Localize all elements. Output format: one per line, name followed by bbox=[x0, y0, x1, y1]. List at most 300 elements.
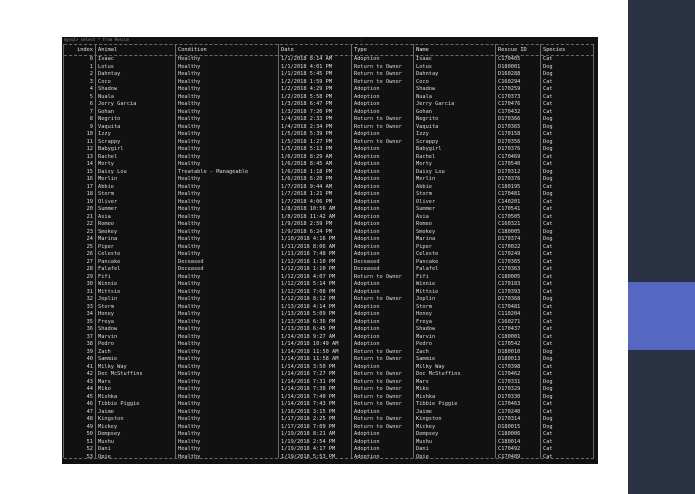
cell-species: Cat bbox=[543, 198, 553, 205]
cell-rescue-id: C180014 bbox=[498, 438, 521, 445]
cell-index: 36 bbox=[86, 326, 93, 332]
cell-name: Honey bbox=[416, 311, 432, 317]
cell-condition: Healthy bbox=[178, 78, 201, 85]
cell-name: Marvin bbox=[416, 333, 436, 340]
cell-species: Cat bbox=[543, 78, 553, 85]
cell-date: 1/14/2018 3:50 PM bbox=[281, 363, 336, 370]
cell-date: 1/19/2018 8:21 AM bbox=[281, 431, 336, 437]
table-row bbox=[64, 394, 594, 402]
cell-index: 21 bbox=[86, 213, 93, 220]
cell-animal: Negrito bbox=[98, 116, 121, 122]
column-header-rescue-id: Rescue ID bbox=[498, 47, 527, 54]
cell-animal: Scrappy bbox=[98, 138, 121, 145]
cell-rescue-id: D180001 bbox=[498, 63, 521, 70]
cell-date: 1/6/2018 6:20 PM bbox=[281, 176, 333, 182]
cell-name: Winnie bbox=[416, 281, 436, 287]
cell-name: Jerry Garcia bbox=[416, 101, 455, 107]
cell-species: Cat bbox=[543, 318, 553, 325]
cell-name: Daisy Lou bbox=[416, 168, 445, 175]
cell-date: 1/14/2018 11:50 AM bbox=[281, 348, 339, 355]
cell-name: Mickey bbox=[416, 423, 436, 430]
cell-name: Shadow bbox=[416, 326, 436, 332]
cell-animal: Honey bbox=[98, 311, 114, 317]
cell-date: 1/19/2018 4:17 PM bbox=[281, 446, 336, 452]
cell-condition: Healthy bbox=[178, 393, 201, 400]
cell-date: 1/3/2018 6:47 PM bbox=[281, 101, 333, 107]
table-row bbox=[64, 371, 594, 379]
cell-rescue-id: C170365 bbox=[498, 258, 521, 265]
cell-date: 1/17/2018 2:25 PM bbox=[281, 416, 336, 422]
cell-name: Falafel bbox=[416, 266, 439, 272]
table-row bbox=[64, 236, 594, 244]
cell-name: Joplin bbox=[416, 296, 436, 302]
cell-date: 1/4/2018 2:34 PM bbox=[281, 123, 333, 130]
cell-rescue-id: C170158 bbox=[498, 131, 521, 137]
cell-type: Adoption bbox=[354, 131, 380, 137]
cell-name: Babygirl bbox=[416, 146, 442, 152]
cell-type: Return to Owner bbox=[354, 423, 402, 430]
cell-species: Cat bbox=[543, 273, 553, 280]
cell-name: Smokey bbox=[416, 228, 436, 235]
cell-condition: Healthy bbox=[178, 438, 201, 445]
cell-name: Izzy bbox=[416, 131, 429, 137]
cell-type: Return to Owner bbox=[354, 401, 402, 407]
cell-condition: Healthy bbox=[178, 401, 201, 407]
column-header-name: Name bbox=[416, 47, 429, 54]
cell-index: 38 bbox=[86, 341, 93, 347]
cell-index: 28 bbox=[86, 266, 93, 272]
cell-date: 1/5/2018 1:27 PM bbox=[281, 138, 333, 145]
slide-side-panel bbox=[628, 0, 695, 494]
table-row bbox=[64, 184, 594, 192]
cell-index: 7 bbox=[89, 108, 93, 115]
cell-rescue-id: D170365 bbox=[498, 123, 521, 130]
cell-animal: Mushu bbox=[98, 438, 114, 445]
cell-name: Freya bbox=[416, 318, 432, 325]
cell-name: Romeo bbox=[416, 221, 432, 227]
cell-rescue-id: C170505 bbox=[498, 213, 521, 220]
cell-rescue-id: D180010 bbox=[498, 348, 521, 355]
table-row bbox=[64, 259, 594, 267]
table-row bbox=[64, 401, 594, 409]
cell-rescue-id: C170393 bbox=[498, 288, 521, 295]
cell-species: Dog bbox=[543, 423, 553, 430]
cell-condition: Healthy bbox=[178, 423, 201, 430]
table-row bbox=[64, 424, 594, 432]
cell-animal: Dani bbox=[98, 446, 111, 452]
cell-date: 1/14/2018 10:49 AM bbox=[281, 341, 339, 347]
table-row bbox=[64, 86, 594, 94]
cell-condition: Healthy bbox=[178, 213, 201, 220]
table-row bbox=[64, 206, 594, 214]
cell-date: 1/9/2018 2:59 PM bbox=[281, 221, 333, 227]
cell-animal: Opie bbox=[98, 453, 111, 460]
cell-type: Adoption bbox=[354, 281, 380, 287]
cell-rescue-id: C170469 bbox=[498, 153, 521, 160]
table-row bbox=[64, 199, 594, 207]
cell-type: Return to Owner bbox=[354, 116, 402, 122]
cell-condition: Healthy bbox=[178, 101, 201, 107]
cell-condition: Healthy bbox=[178, 161, 201, 167]
table-row bbox=[64, 454, 594, 462]
cell-condition: Healthy bbox=[178, 408, 201, 415]
cell-condition: Healthy bbox=[178, 281, 201, 287]
cell-index: 9 bbox=[89, 123, 93, 130]
cell-condition: Healthy bbox=[178, 183, 201, 190]
cell-name: Fifi bbox=[416, 273, 429, 280]
cell-date: 1/13/2018 6:45 PM bbox=[281, 326, 336, 332]
cell-species: Dog bbox=[543, 296, 553, 302]
cell-species: Dog bbox=[543, 191, 553, 197]
cell-index: 50 bbox=[86, 431, 93, 437]
cell-species: Cat bbox=[543, 303, 553, 310]
cell-rescue-id: C170489 bbox=[498, 453, 521, 460]
table-row bbox=[64, 79, 594, 87]
cell-animal: Zach bbox=[98, 348, 111, 355]
cell-species: Cat bbox=[543, 258, 553, 265]
cell-index: 1 bbox=[89, 63, 93, 70]
cell-condition: Healthy bbox=[178, 371, 201, 377]
cell-species: Cat bbox=[543, 326, 553, 332]
cell-date: 1/1/2018 5:45 PM bbox=[281, 71, 333, 77]
table-row bbox=[64, 56, 594, 64]
table-row bbox=[64, 221, 594, 229]
cell-condition: Healthy bbox=[178, 348, 201, 355]
cell-rescue-id: C170476 bbox=[498, 101, 521, 107]
cell-condition: Healthy bbox=[178, 198, 201, 205]
cell-type: Adoption bbox=[354, 183, 380, 190]
table-row bbox=[64, 266, 594, 274]
cell-date: 1/5/2018 5:13 PM bbox=[281, 146, 333, 152]
cell-condition: Healthy bbox=[178, 56, 201, 62]
cell-type: Return to Owner bbox=[354, 78, 402, 85]
cell-condition: Healthy bbox=[178, 416, 201, 422]
cell-name: Oliver bbox=[416, 198, 436, 205]
cell-condition: Healthy bbox=[178, 206, 201, 212]
cell-date: 1/6/2018 1:18 PM bbox=[281, 168, 333, 175]
cell-animal: Sammie bbox=[98, 356, 118, 362]
cell-type: Adoption bbox=[354, 108, 380, 115]
table-row bbox=[64, 446, 594, 454]
cell-type: Return to Owner bbox=[354, 138, 402, 145]
cell-species: Cat bbox=[543, 221, 553, 227]
cell-species: Cat bbox=[543, 161, 553, 167]
cell-name: Storm bbox=[416, 191, 432, 197]
cell-date: 1/14/2018 11:58 AM bbox=[281, 356, 339, 362]
cell-date: 1/14/2018 7:27 PM bbox=[281, 371, 336, 377]
cell-animal: Shadow bbox=[98, 86, 118, 92]
cell-rescue-id: C160321 bbox=[498, 221, 521, 227]
cell-type: Return to Owner bbox=[354, 123, 402, 130]
cell-type: Adoption bbox=[354, 153, 380, 160]
cell-type: Return to Owner bbox=[354, 71, 402, 77]
cell-index: 41 bbox=[86, 363, 93, 370]
cell-type: Adoption bbox=[354, 251, 380, 257]
cell-name: Sammie bbox=[416, 356, 436, 362]
cell-animal: Doc McStuffins bbox=[98, 371, 143, 377]
cell-species: Cat bbox=[543, 131, 553, 137]
cell-species: Cat bbox=[543, 401, 553, 407]
cell-rescue-id: C170432 bbox=[498, 108, 521, 115]
cell-species: Dog bbox=[543, 138, 553, 145]
cell-index: 43 bbox=[86, 378, 93, 385]
cell-index: 19 bbox=[86, 198, 93, 205]
cell-condition: Healthy bbox=[178, 93, 201, 100]
cell-index: 42 bbox=[86, 371, 93, 377]
cell-species: Cat bbox=[543, 341, 553, 347]
cell-rescue-id: D170356 bbox=[498, 138, 521, 145]
cell-name: Scrappy bbox=[416, 138, 439, 145]
table-row bbox=[64, 94, 594, 102]
cell-name: Tibbie Piggie bbox=[416, 401, 458, 407]
cell-name: Merlin bbox=[416, 176, 436, 182]
cell-species: Cat bbox=[543, 56, 553, 62]
cell-animal: Storm bbox=[98, 191, 114, 197]
cell-type: Adoption bbox=[354, 363, 380, 370]
table-row bbox=[64, 409, 594, 417]
cell-condition: Healthy bbox=[178, 108, 201, 115]
cell-rescue-id: C180001 bbox=[498, 333, 521, 340]
cell-index: 11 bbox=[86, 138, 93, 145]
cell-condition: Healthy bbox=[178, 131, 201, 137]
cell-index: 39 bbox=[86, 348, 93, 355]
cell-date: 1/5/2018 5:39 PM bbox=[281, 131, 333, 137]
cell-condition: Healthy bbox=[178, 236, 201, 242]
cell-date: 1/12/2018 7:08 PM bbox=[281, 288, 336, 295]
cell-name: Mushu bbox=[416, 438, 432, 445]
cell-type: Return to Owner bbox=[354, 296, 402, 302]
cell-name: Opie bbox=[416, 453, 429, 460]
cell-rescue-id: D170368 bbox=[498, 296, 521, 302]
cell-species: Dog bbox=[543, 71, 553, 77]
cell-index: 46 bbox=[86, 401, 93, 407]
cell-animal: Isaac bbox=[98, 56, 114, 62]
cell-species: Dog bbox=[543, 386, 553, 392]
cell-species: Cat bbox=[543, 431, 553, 437]
cell-animal: Coco bbox=[98, 78, 111, 85]
cell-species: Dog bbox=[543, 123, 553, 130]
cell-animal: Falafel bbox=[98, 266, 121, 272]
cell-condition: Healthy bbox=[178, 318, 201, 325]
cell-name: Celeste bbox=[416, 251, 439, 257]
cell-type: Return to Owner bbox=[354, 273, 402, 280]
cell-rescue-id: C110204 bbox=[498, 311, 521, 317]
cell-condition: Healthy bbox=[178, 176, 201, 182]
cell-species: Cat bbox=[543, 311, 553, 317]
cell-rescue-id: C160294 bbox=[498, 78, 521, 85]
cell-type: Adoption bbox=[354, 213, 380, 220]
cell-index: 23 bbox=[86, 228, 93, 235]
cell-species: Cat bbox=[543, 101, 553, 107]
sql-command-terminator: ; bbox=[360, 37, 363, 42]
cell-animal: Rachel bbox=[98, 153, 118, 160]
table-row bbox=[64, 146, 594, 154]
cell-name: Abbie bbox=[416, 183, 432, 190]
cell-species: Cat bbox=[543, 266, 553, 272]
cell-species: Dog bbox=[543, 63, 553, 70]
cell-rescue-id: C170240 bbox=[498, 408, 521, 415]
table-row bbox=[64, 64, 594, 72]
cell-date: 1/14/2018 7:43 PM bbox=[281, 401, 336, 407]
table-row bbox=[64, 289, 594, 297]
cell-index: 22 bbox=[86, 221, 93, 227]
cell-date: 1/6/2018 8:29 AM bbox=[281, 153, 333, 160]
cell-type: Adoption bbox=[354, 408, 380, 415]
cell-type: Adoption bbox=[354, 431, 380, 437]
cell-animal: Smokey bbox=[98, 228, 118, 235]
cell-name: Gohan bbox=[416, 108, 432, 115]
cell-rescue-id: C180006 bbox=[498, 431, 521, 437]
cell-type: Adoption bbox=[354, 206, 380, 212]
cell-type: Adoption bbox=[354, 446, 380, 452]
cell-animal: Pedro bbox=[98, 341, 114, 347]
cell-index: 14 bbox=[86, 161, 93, 167]
sql-command-line: mysql> select * from Rescue bbox=[64, 37, 130, 42]
cell-type: Return to Owner bbox=[354, 416, 402, 422]
table-row bbox=[64, 364, 594, 372]
cell-index: 3 bbox=[89, 78, 93, 85]
cell-animal: Abbie bbox=[98, 183, 114, 190]
cell-condition: Healthy bbox=[178, 63, 201, 70]
cell-date: 1/10/2018 4:16 PM bbox=[281, 236, 336, 242]
cell-index: 34 bbox=[86, 311, 93, 317]
cell-rescue-id: C170481 bbox=[498, 303, 521, 310]
cell-date: 1/7/2018 9:44 AM bbox=[281, 183, 333, 190]
cell-rescue-id: C170542 bbox=[498, 341, 521, 347]
cell-animal: Summer bbox=[98, 206, 118, 212]
cell-name: Vaquita bbox=[416, 123, 439, 130]
cell-date: 1/2/2018 1:59 PM bbox=[281, 78, 333, 85]
table-row bbox=[64, 176, 594, 184]
cell-date: 1/8/2018 10:56 AM bbox=[281, 206, 336, 212]
cell-rescue-id: D170374 bbox=[498, 236, 521, 242]
cell-rescue-id: C180005 bbox=[498, 228, 521, 235]
column-header-species: Species bbox=[543, 47, 566, 54]
cell-type: Adoption bbox=[354, 438, 380, 445]
cell-name: Dani bbox=[416, 446, 429, 452]
cell-animal: Dempsey bbox=[98, 431, 121, 437]
cell-rescue-id: C180195 bbox=[498, 183, 521, 190]
cell-species: Cat bbox=[543, 243, 553, 250]
cell-animal: Shadow bbox=[98, 326, 118, 332]
cell-condition: Healthy bbox=[178, 123, 201, 130]
cell-rescue-id: D170366 bbox=[498, 116, 521, 122]
table-row bbox=[64, 341, 594, 349]
cell-rescue-id: C170541 bbox=[498, 206, 521, 212]
cell-index: 25 bbox=[86, 243, 93, 250]
cell-type: Adoption bbox=[354, 56, 380, 62]
cell-rescue-id: C170363 bbox=[498, 266, 521, 272]
cell-species: Cat bbox=[543, 408, 553, 415]
cell-condition: Healthy bbox=[178, 386, 201, 392]
cell-type: Adoption bbox=[354, 341, 380, 347]
cell-name: Jaime bbox=[416, 408, 432, 415]
cell-name: Milky Way bbox=[416, 363, 445, 370]
cell-condition: Healthy bbox=[178, 86, 201, 92]
table-row bbox=[64, 101, 594, 109]
cell-species: Dog bbox=[543, 348, 553, 355]
table-header-row bbox=[64, 46, 594, 56]
table-row bbox=[64, 274, 594, 282]
table-row bbox=[64, 431, 594, 439]
cell-species: Cat bbox=[543, 446, 553, 452]
cell-condition: Healthy bbox=[178, 363, 201, 370]
cell-name: Summer bbox=[416, 206, 436, 212]
cell-species: Cat bbox=[543, 371, 553, 377]
cell-name: Mars bbox=[416, 378, 429, 385]
cell-condition: Healthy bbox=[178, 333, 201, 340]
cell-date: 1/4/2018 2:33 PM bbox=[281, 116, 333, 122]
cell-index: 30 bbox=[86, 281, 93, 287]
cell-index: 37 bbox=[86, 333, 93, 340]
cell-animal: Piper bbox=[98, 243, 114, 250]
cell-type: Adoption bbox=[354, 198, 380, 205]
cell-species: Cat bbox=[543, 206, 553, 212]
cell-type: Adoption bbox=[354, 333, 380, 340]
cell-rescue-id: C170331 bbox=[498, 378, 521, 385]
cell-species: Dog bbox=[543, 168, 553, 175]
cell-date: 1/7/2018 1:21 PM bbox=[281, 191, 333, 197]
cell-rescue-id: C170249 bbox=[498, 251, 521, 257]
terminal-window bbox=[62, 37, 598, 464]
cell-species: Cat bbox=[543, 86, 553, 92]
cell-type: Return to Owner bbox=[354, 378, 402, 385]
table-row bbox=[64, 379, 594, 387]
cell-species: Dog bbox=[543, 146, 553, 152]
cell-name: Coco bbox=[416, 78, 429, 85]
cell-animal: Nuala bbox=[98, 93, 114, 100]
table-row bbox=[64, 109, 594, 117]
cell-date: 1/6/2018 8:45 AM bbox=[281, 161, 333, 167]
table-row bbox=[64, 439, 594, 447]
cell-species: Dog bbox=[543, 236, 553, 242]
cell-species: Cat bbox=[543, 183, 553, 190]
cell-index: 49 bbox=[86, 423, 93, 430]
cell-rescue-id: C170183 bbox=[498, 281, 521, 287]
cell-condition: Healthy bbox=[178, 356, 201, 362]
cell-rescue-id: C170405 bbox=[498, 56, 521, 62]
cell-name: Lotus bbox=[416, 63, 432, 70]
cell-index: 32 bbox=[86, 296, 93, 302]
cell-rescue-id: D170376 bbox=[498, 146, 521, 152]
table-row bbox=[64, 244, 594, 252]
cell-condition: Healthy bbox=[178, 116, 201, 122]
cell-rescue-id: C170463 bbox=[498, 401, 521, 407]
cell-type: Adoption bbox=[354, 243, 380, 250]
cell-species: Dog bbox=[543, 356, 553, 362]
cell-name: Marina bbox=[416, 236, 436, 242]
cell-rescue-id: D170329 bbox=[498, 386, 521, 392]
cell-species: Dog bbox=[543, 116, 553, 122]
cell-species: Dog bbox=[543, 378, 553, 385]
cell-rescue-id: D180015 bbox=[498, 423, 521, 430]
cell-species: Dog bbox=[543, 228, 553, 235]
cell-type: Deceased bbox=[354, 258, 380, 265]
table-row bbox=[64, 334, 594, 342]
cell-species: Cat bbox=[543, 153, 553, 160]
cell-date: 1/2/2018 5:58 PM bbox=[281, 93, 333, 100]
cell-animal: Tibbie Piggie bbox=[98, 401, 140, 407]
cell-animal: Pancake bbox=[98, 258, 121, 265]
cell-animal: Milky Way bbox=[98, 363, 127, 370]
cell-date: 1/12/2018 1:10 PM bbox=[281, 258, 336, 265]
cell-rescue-id: C180005 bbox=[498, 273, 521, 280]
cell-index: 35 bbox=[86, 318, 93, 325]
cell-species: Cat bbox=[543, 108, 553, 115]
cell-condition: Healthy bbox=[178, 446, 201, 452]
cell-index: 45 bbox=[86, 393, 93, 400]
cell-species: Dog bbox=[543, 176, 553, 182]
